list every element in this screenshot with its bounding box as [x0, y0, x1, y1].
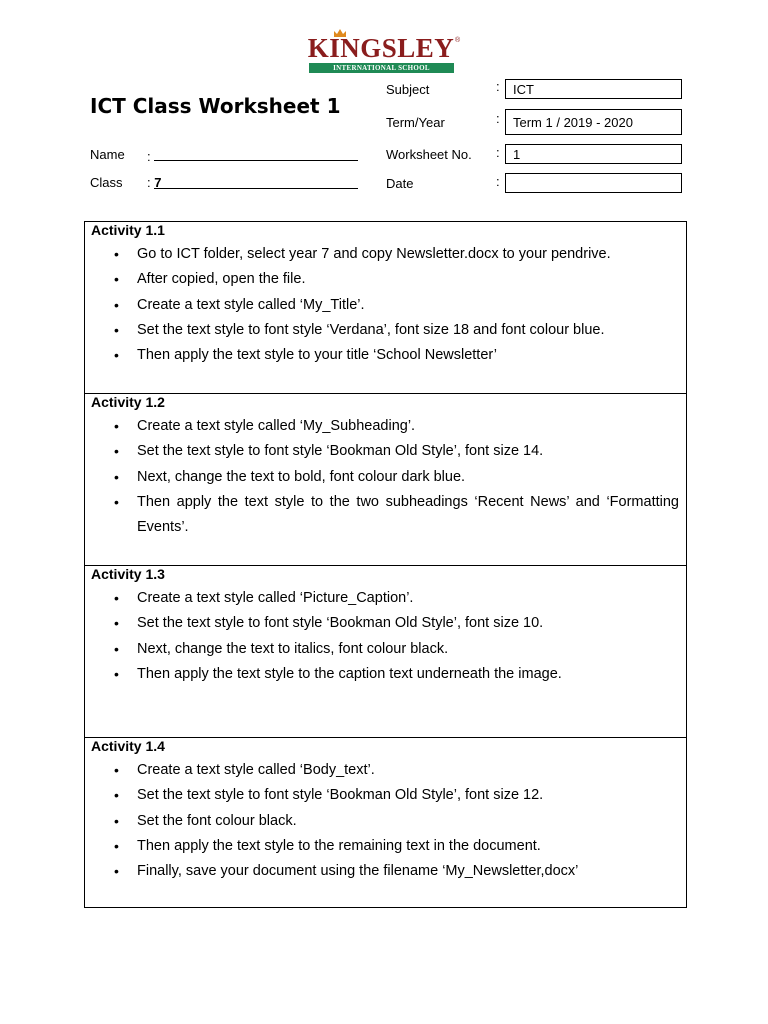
class-colon: :: [147, 175, 151, 190]
worksheet-colon: :: [496, 145, 500, 160]
activity-section: [85, 565, 686, 737]
date-colon: :: [496, 174, 500, 189]
activity-title: Activity 1.1: [91, 222, 165, 238]
worksheet-label: Worksheet No.: [386, 147, 472, 162]
activity-steps: [85, 414, 686, 540]
list-item: • Next, change the text to italics, font colour black.: [85, 637, 686, 662]
name-colon: :: [147, 149, 151, 164]
activity-title: Activity 1.4: [91, 738, 165, 754]
activity-steps: [85, 758, 686, 884]
class-field[interactable]: [147, 175, 358, 191]
list-item: • Go to ICT folder, select year 7 and copy Newsletter.docx to your pendrive.: [85, 242, 686, 267]
list-item: • Set the text style to font style ‘Bookman Old Style’, font size 14.: [85, 439, 686, 464]
class-value: 7: [154, 175, 358, 189]
list-item: • Next, change the text to bold, font colour dark blue.: [85, 465, 686, 490]
name-line: [154, 147, 358, 161]
activity-section: [85, 737, 686, 907]
list-item: • Create a text style called ‘Body_text’.: [85, 758, 686, 783]
date-box[interactable]: [505, 173, 682, 193]
list-item: • Then apply the text style to your title ‘School Newsletter’: [85, 343, 686, 368]
class-label: Class: [90, 175, 123, 190]
list-item: • Set the font colour black.: [85, 809, 686, 834]
list-item: • After copied, open the file.: [85, 267, 686, 292]
activity-section: [85, 393, 686, 565]
list-item: • Set the text style to font style ‘Verdana’, font size 18 and font colour blue.: [85, 318, 686, 343]
list-item: • Then apply the text style to the two subheadings ‘Recent News’ and ‘Formatting Events’.: [85, 490, 686, 541]
list-item: • Create a text style called ‘My_Title’.: [85, 293, 686, 318]
list-item: • Set the text style to font style ‘Bookman Old Style’, font size 12.: [85, 783, 686, 808]
term-label: Term/Year: [386, 115, 445, 130]
logo-registered-mark: ®: [455, 37, 461, 44]
date-label: Date: [386, 176, 414, 191]
list-item: • Then apply the text style to the remaining text in the document.: [85, 834, 686, 859]
activities-table: [84, 221, 687, 908]
list-item: • Set the text style to font style ‘Bookman Old Style’, font size 10.: [85, 611, 686, 636]
activity-steps: [85, 242, 686, 368]
worksheet-title: ICT Class Worksheet 1: [90, 94, 341, 118]
name-label: Name: [90, 147, 125, 162]
subject-label: Subject: [386, 82, 430, 97]
worksheet-box[interactable]: 1: [505, 144, 682, 164]
subject-colon: :: [496, 79, 500, 94]
term-box[interactable]: Term 1 / 2019 - 2020: [505, 109, 682, 135]
term-colon: :: [496, 111, 500, 126]
activity-section: [85, 222, 686, 393]
activity-title: Activity 1.3: [91, 566, 165, 582]
logo-tagline: INTERNATIONAL SCHOOL: [309, 63, 454, 73]
subject-box[interactable]: ICT: [505, 79, 682, 99]
activity-steps: [85, 586, 686, 687]
name-field[interactable]: [147, 147, 358, 165]
list-item: • Create a text style called ‘Picture_Caption’.: [85, 586, 686, 611]
list-item: • Create a text style called ‘My_Subheading’.: [85, 414, 686, 439]
logo-wordmark: KINGSLEY: [307, 33, 455, 63]
list-item: • Then apply the text style to the caption text underneath the image.: [85, 662, 686, 687]
activity-title: Activity 1.2: [91, 394, 165, 410]
list-item: • Finally, save your document using the filename ‘My_Newsletter,docx’: [85, 859, 686, 884]
